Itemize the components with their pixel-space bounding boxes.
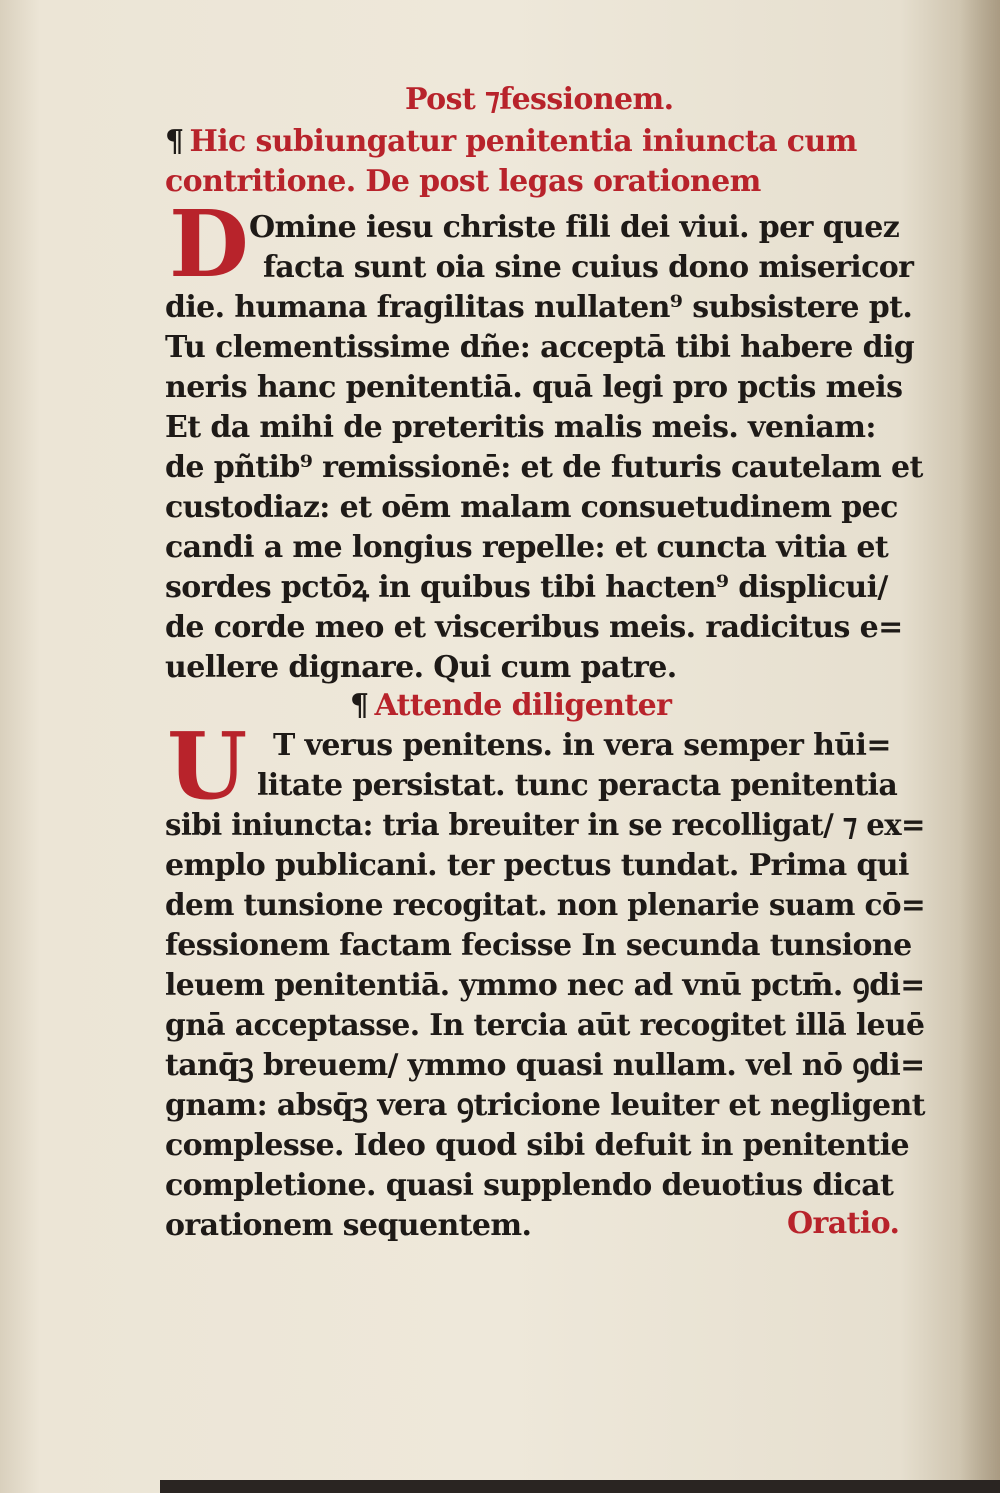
instruction-line: emplo publicani. ter pectus tundat. Prima qui [165, 848, 909, 883]
initial-letter-u: U [167, 712, 248, 820]
rubric-line-2: contritione. De post legas orationem [165, 164, 761, 199]
prayer-line: neris hanc penitentiā. quā legi pro pctis meis [165, 370, 903, 405]
instruction-line: litate persistat. tunc peracta penitentia [257, 768, 898, 803]
page-fold-shadow [960, 0, 1000, 1493]
prayer-line: custodiaz: et oēm malam consuetudinem pec [165, 490, 898, 525]
prayer-line: de corde meo et visceribus meis. radicitus e= [165, 610, 903, 645]
pilcrow-mark: ¶ [165, 124, 184, 159]
section-heading [350, 686, 671, 726]
rubric-text: Hic subiungatur penitentia iniuncta cum [189, 124, 857, 159]
instruction-line: orationem sequentem. [165, 1208, 532, 1243]
prayer-line: Tu clementissime dñe: acceptā tibi habere dig [165, 330, 915, 365]
instruction-line: fessionem factam fecisse In secunda tunsione [165, 928, 912, 963]
instruction-line: sibi iniuncta: tria breuiter in se recolligat/ ⁊ ex= [165, 808, 925, 843]
instruction-line: dem tunsione recogitat. non plenarie suam cō= [165, 888, 926, 923]
instruction-line: T verus penitens. in vera semper hūi= [273, 728, 891, 763]
catchword: Oratio. [787, 1206, 900, 1241]
initial-letter-d: D [169, 190, 249, 298]
instruction-line: gnam: absq̄ꝫ vera ꝯtricione leuiter et negligent [165, 1088, 925, 1123]
instruction-line: leuem penitentiā. ymmo nec ad vnū pctm̄. ꝯdi= [165, 968, 925, 1003]
rubric-line-1 [165, 122, 857, 162]
prayer-line: Et da mihi de preteritis malis meis. veniam: [165, 410, 876, 445]
instruction-line: complesse. Ideo quod sibi defuit in penitentie [165, 1128, 910, 1163]
prayer-line: candi a me longius repelle: et cuncta vitia et [165, 530, 889, 565]
instruction-line: tanq̄ꝫ breuem/ ymmo quasi nullam. vel nō ꝯdi= [165, 1048, 925, 1083]
section-heading-text: Attende diligenter [374, 688, 672, 723]
prayer-line: die. humana fragilitas nullaten⁹ subsistere pt. [165, 290, 913, 325]
prayer-line: facta sunt oia sine cuius dono misericor [263, 250, 914, 285]
prayer-line: uellere dignare. Qui cum patre. [165, 650, 677, 685]
pilcrow-mark: ¶ [350, 688, 369, 723]
prayer-line: sordes pctōꝝ in quibus tibi hacten⁹ displicui/ [165, 570, 888, 605]
instruction-line: completione. quasi supplendo deuotius dicat [165, 1168, 894, 1203]
instruction-line: gnā acceptasse. In tercia aūt recogitet illā leuē [165, 1008, 925, 1043]
prayer-line: Omine iesu christe fili dei viui. per quez [249, 210, 900, 245]
prayer-line: de pñtib⁹ remissionē: et de futuris cautelam et [165, 450, 923, 485]
page-bottom-edge [160, 1480, 1000, 1493]
page-header: Post ⁊fessionem. [405, 82, 674, 117]
